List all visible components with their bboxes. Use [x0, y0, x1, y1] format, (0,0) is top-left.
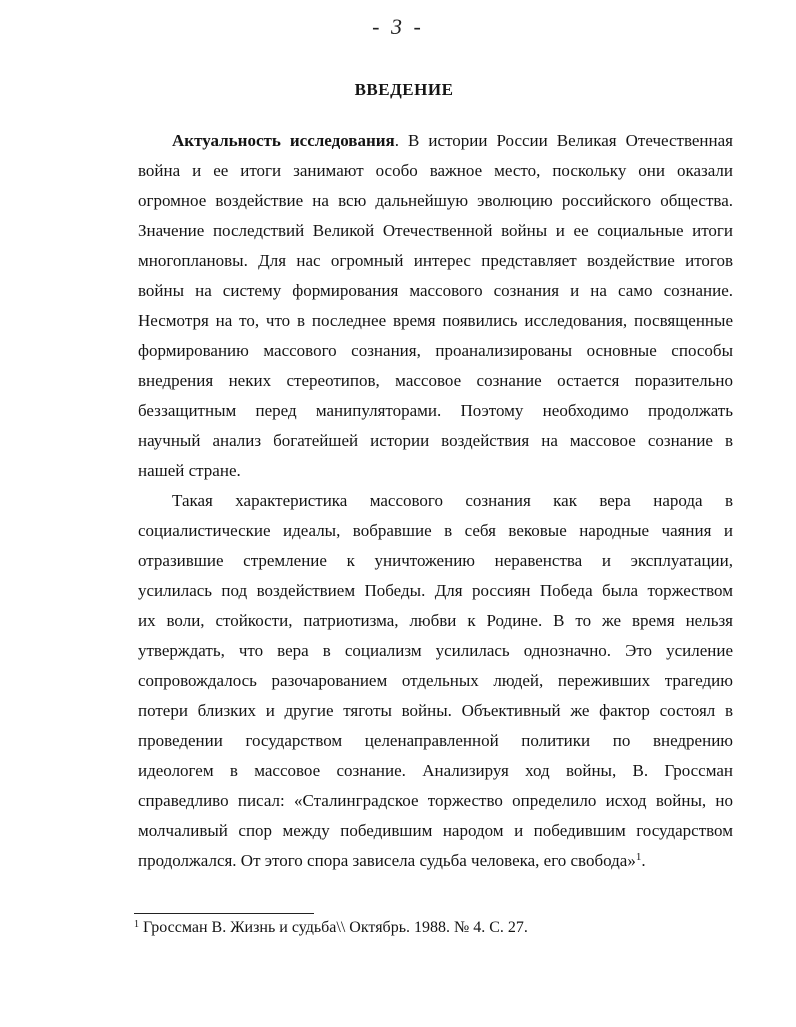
text-line: многоплановы. Для нас огромный интерес представляет воздействие итогов — [138, 251, 733, 270]
text-line: проведении государством целенаправленной политики по внедрению — [138, 731, 733, 750]
footnote-divider — [134, 913, 314, 914]
text-line: отразившие стремление к уничтожению неравенства и эксплуатации, — [138, 551, 733, 570]
text-line: научный анализ богатейшей истории воздействия на массовое сознание в — [138, 431, 733, 450]
text-line: внедрения неких стереотипов, массовое сознание остается поразительно — [138, 371, 733, 390]
page-number: - 3 - — [372, 14, 424, 39]
text-fragment: продолжался. От этого спора зависела судьба человека, его свобода» — [138, 851, 636, 870]
footnote-text: Гроссман В. Жизнь и судьба\\ Октябрь. 1988. № 4. С. 27. — [143, 919, 528, 936]
text-line: нашей стране. — [138, 461, 241, 480]
text-line: Значение последствий Великой Отечественной войны и ее социальные итоги — [138, 221, 733, 240]
section-title: ВВЕДЕНИЕ — [354, 80, 454, 99]
text-line: сопровождалось разочарованием отдельных людей, переживших трагедию — [138, 671, 733, 690]
main-text — [138, 126, 733, 876]
paragraph-characteristics — [138, 486, 733, 876]
footnote-marker: 1 — [134, 919, 139, 930]
text-line: Несмотря на то, что в последнее время появились исследования, посвященные — [138, 311, 733, 330]
text-line: беззащитным перед манипуляторами. Поэтому необходимо продолжать — [138, 401, 733, 420]
footnote — [134, 919, 528, 937]
text-line: утверждать, что вера в социализм усилилась однозначно. Это усиление — [138, 641, 733, 660]
text-line: формированию массового сознания, проанализированы основные способы — [138, 341, 733, 360]
text-line: Такая характеристика массового сознания как вера народа в — [172, 491, 733, 510]
text-line: продолжался. От этого спора зависела судьба человека, его свобода»$^1$. — [138, 851, 646, 870]
text-line: войны на систему формирования массового сознания и на само сознание. — [138, 281, 733, 300]
text-line: усилилась под воздействием Победы. Для россиян Победа была торжеством — [138, 581, 733, 600]
text-line: их воли, стойкости, патриотизма, любви к Родине. В то же время нельзя — [138, 611, 733, 630]
text-line — [138, 126, 733, 156]
text-line: молчаливый спор между победившим народом и победившим государством — [138, 821, 733, 840]
text-line: война и ее итоги занимают особо важное место, поскольку они оказали — [138, 161, 733, 180]
text-line: социалистические идеалы, вобравшие в себя вековые народные чаяния и — [138, 521, 733, 540]
paragraph-relevance — [138, 126, 733, 486]
text-line: огромное воздействие на всю дальнейшую эволюцию российского общества. — [138, 191, 733, 210]
text-line: идеологем в массовое сознание. Анализируя ход войны, В. Гроссман — [138, 761, 733, 780]
text-line: справедливо писал: «Сталинградское торжество определило исход войны, но — [138, 791, 733, 810]
text-line: потери близких и другие тяготы войны. Объективный же фактор состоял в — [138, 701, 733, 720]
footnote-reference: 1 — [635, 851, 642, 863]
lead-term: Актуальность исследования — [172, 131, 395, 150]
text-fragment: . В истории России Великая Отечественная — [394, 131, 733, 150]
